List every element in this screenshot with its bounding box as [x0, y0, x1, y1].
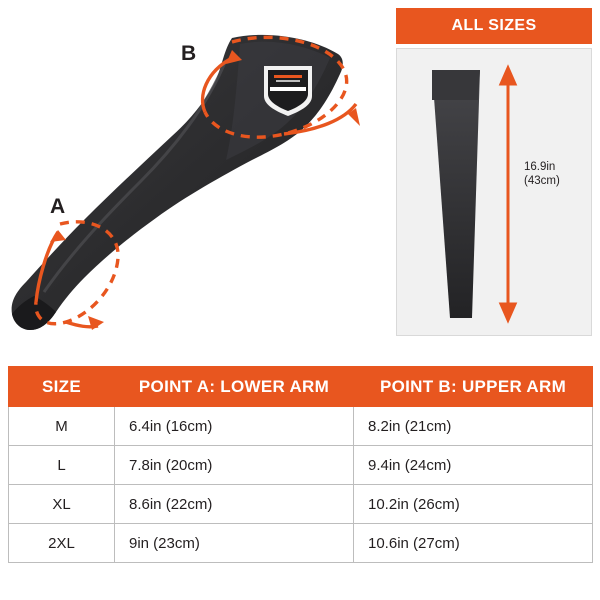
cell-size: L	[9, 446, 115, 485]
cell-point-a: 7.8in (20cm)	[115, 446, 354, 485]
header-point-b: POINT B: UPPER ARM	[354, 367, 593, 407]
cell-point-b: 10.6in (27cm)	[354, 524, 593, 563]
table-header-row	[9, 367, 593, 407]
point-b-label: B	[181, 42, 197, 65]
size-table	[8, 366, 593, 563]
all-sizes-panel	[396, 8, 592, 348]
cell-point-a: 8.6in (22cm)	[115, 485, 354, 524]
cell-point-b: 9.4in (24cm)	[354, 446, 593, 485]
table-row	[9, 407, 593, 446]
sleeve-illustration-panel	[0, 0, 392, 364]
header-size: SIZE	[9, 367, 115, 407]
sleeve-length-graphic	[396, 48, 592, 348]
cell-point-b: 8.2in (21cm)	[354, 407, 593, 446]
table-row	[9, 446, 593, 485]
all-sizes-title: ALL SIZES	[396, 8, 592, 44]
table-row	[9, 524, 593, 563]
length-dimension-arrow	[501, 68, 515, 320]
point-a-label: A	[50, 195, 66, 218]
cell-size: 2XL	[9, 524, 115, 563]
sleeve-length-label: 16.9in (43cm)	[524, 161, 560, 188]
cell-point-a: 6.4in (16cm)	[115, 407, 354, 446]
cell-point-a: 9in (23cm)	[115, 524, 354, 563]
cell-size: XL	[9, 485, 115, 524]
header-point-a: POINT A: LOWER ARM	[115, 367, 354, 407]
cell-point-b: 10.2in (26cm)	[354, 485, 593, 524]
table-row	[9, 485, 593, 524]
cell-size: M	[9, 407, 115, 446]
